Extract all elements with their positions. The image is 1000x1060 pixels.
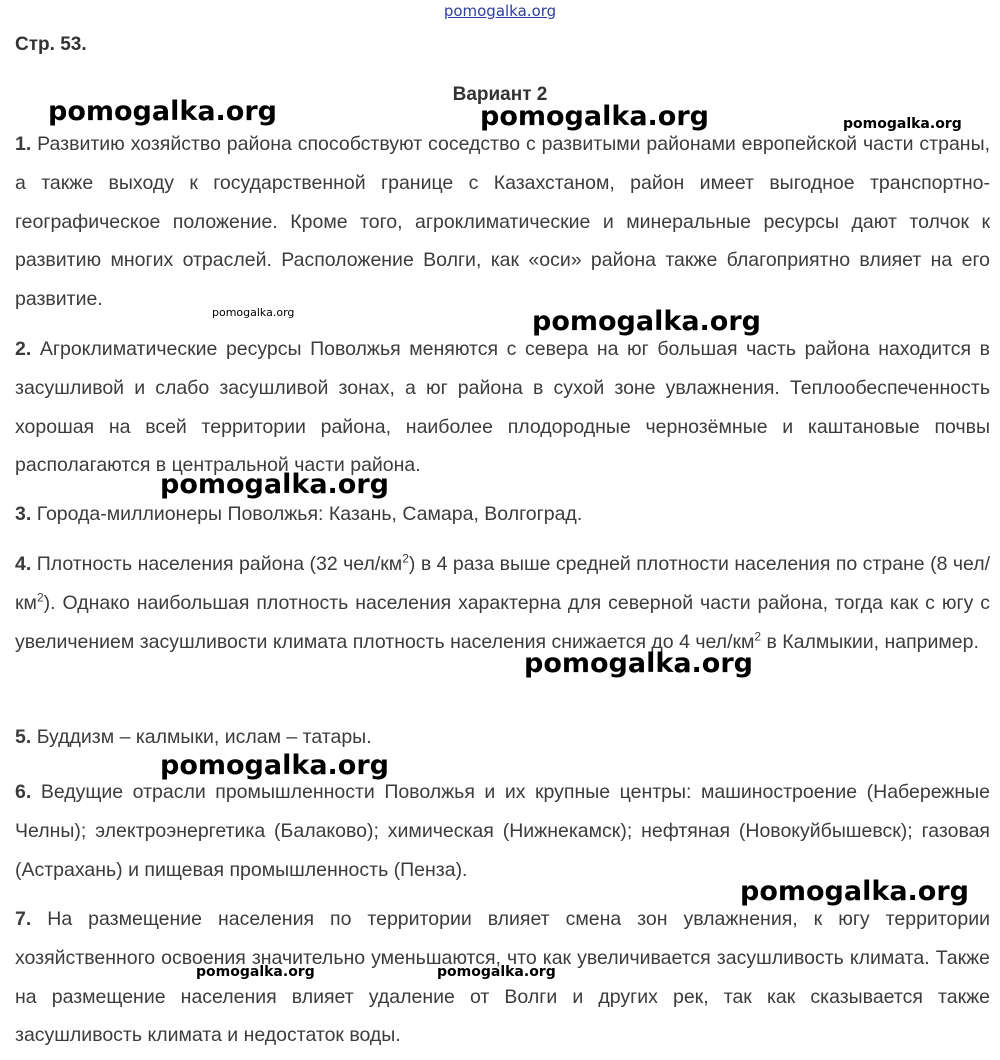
page-label: Стр. 53. [15, 34, 87, 55]
answer-1 [15, 125, 990, 319]
answer-number: 6. [15, 781, 32, 803]
variant-title: Вариант 2 [452, 84, 548, 105]
answer-number: 7. [15, 908, 32, 930]
answer-text-part: в Калмыкии, например. [761, 630, 979, 653]
answer-text: На размещение населения по территории влияет смена зон увлажнения, к югу территории хозяйственного освоения значительно уменьшаются, что как увеличивается засушливость климата. Также на размещение населения влияет удаление от Волги и других рек, так как сказывается также засушливость климата и недостаток воды. [15, 908, 990, 1047]
site-link[interactable]: pomogalka.org [443, 2, 557, 20]
answer-text-part: ) в 4 раза выше средней плотности населения по стране (8 чел/км [15, 553, 991, 614]
superscript: 2 [36, 590, 44, 605]
answer-text: Развитию хозяйство района способствуют соседство с развитыми районами европейской части страны, а также выходу к государственной границе с Казахстаном, район имеет выгодное транспортно-географическое положение. Кроме того, агроклиматические и минеральные ресурсы дают толчок к развитию многих отраслей. Расположение Волги, как «оси» района также благоприятно влияет на его развитие. [15, 133, 991, 311]
superscript: 2 [754, 629, 762, 644]
answer-number: 5. [15, 726, 32, 748]
watermark: pomogalka.org [437, 964, 556, 980]
watermark: pomogalka.org [524, 648, 753, 679]
watermark: pomogalka.org [212, 306, 295, 319]
watermark: pomogalka.org [160, 750, 389, 781]
answer-2 [15, 330, 990, 485]
watermark: pomogalka.org [532, 306, 761, 337]
answer-text: Буддизм – калмыки, ислам – татары. [36, 726, 372, 748]
answer-text-part: Плотность населения района (32 чел/км [36, 553, 403, 575]
watermark: pomogalka.org [48, 96, 277, 127]
watermark: pomogalka.org [196, 964, 315, 980]
watermark: pomogalka.org [480, 101, 709, 132]
answer-4 [15, 545, 990, 661]
answer-6 [15, 773, 990, 889]
answer-3 [15, 495, 990, 534]
answer-text: Ведущие отрасли промышленности Поволжья и их крупные центры: машиностроение (Набережные Челны); электроэнергетика (Балаково); химическая (Нижнекамск); нефтяная (Новокуйбышевск); газовая (Астрахань) и пищевая промышленность (Пенза). [15, 781, 991, 881]
answer-text: Города-миллионеры Поволжья: Казань, Самара, Волгоград. [36, 503, 583, 525]
answer-number: 3. [15, 503, 32, 525]
answer-number: 2. [15, 338, 32, 360]
watermark: pomogalka.org [843, 116, 962, 132]
watermark: pomogalka.org [160, 469, 389, 500]
watermark: pomogalka.org [740, 876, 969, 907]
answer-text: Агроклиматические ресурсы Поволжья меняются с севера на юг большая часть района находится в засушливой и слабо засушливой зонах, а юг района в сухой зоне увлажнения. Теплообеспеченность хорошая на всей территории района, наиболее плодородные чернозёмные и каштановые почвы располагаются в центральной части района. [15, 338, 990, 477]
superscript: 2 [402, 551, 409, 566]
answer-number: 1. [15, 133, 32, 155]
answer-text-part: ). Однако наибольшая плотность населения характерна для северной части района, тогда как с югу с увеличением засушливости климата плотность населения снижается до 4 чел/км [15, 591, 990, 653]
answer-number: 4. [15, 553, 32, 575]
